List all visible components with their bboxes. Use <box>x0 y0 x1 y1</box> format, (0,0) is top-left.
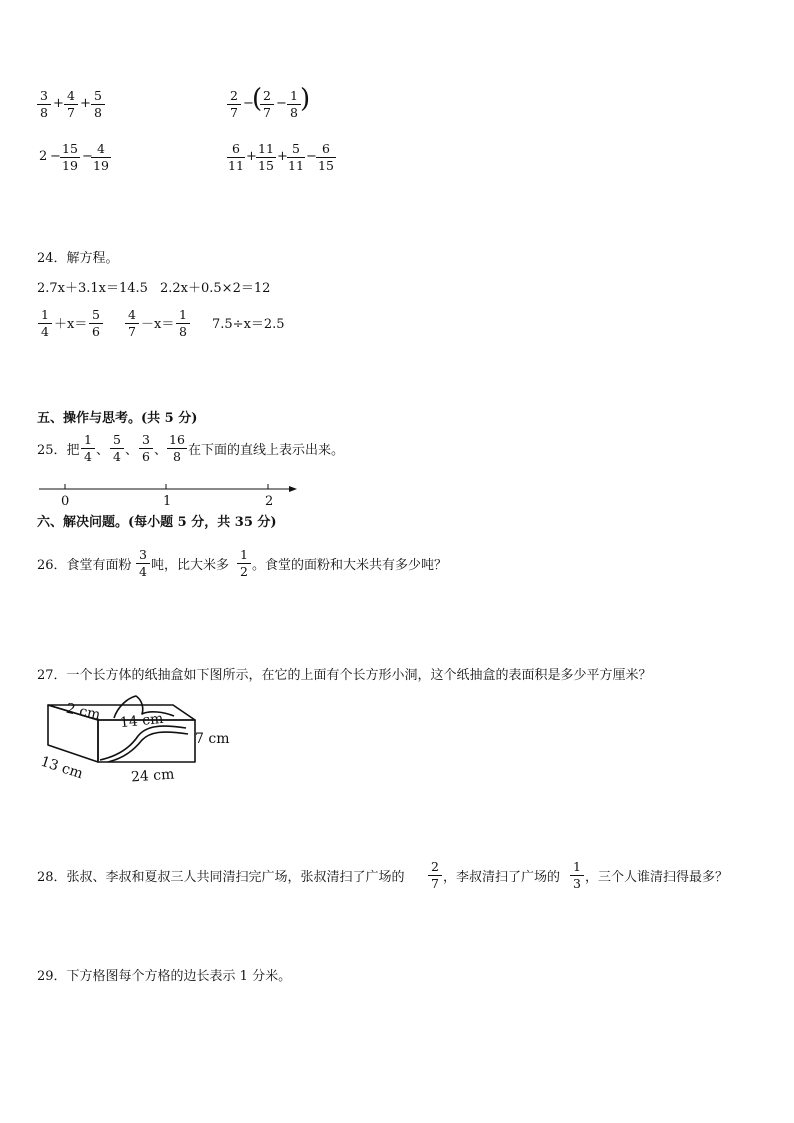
plus-sign: + <box>80 96 91 111</box>
whole-number: 2 <box>39 149 48 164</box>
equation-text: ＋x＝ <box>54 317 88 332</box>
fraction: 6 11 <box>228 141 244 173</box>
fraction: 3 4 <box>136 548 150 579</box>
fraction: 4 19 <box>91 142 111 173</box>
fraction: 5 11 <box>288 141 304 173</box>
fraction: 2 7 <box>428 860 442 891</box>
question-26-suffix: 。食堂的面粉和大米共有多少吨？ <box>252 558 448 573</box>
fraction: 11 15 <box>256 142 276 173</box>
question-27-text: 27．一个长方体的纸抽盒如下图所示，在它的上面有个长方形小洞，这个纸抽盒的表面积是多少平方厘米？ <box>37 668 652 683</box>
dimension-label: 2 cm <box>64 700 102 724</box>
question-26-middle: 吨，比大米多 <box>151 558 230 573</box>
equation-5: 7.5÷x＝2.5 <box>212 317 285 332</box>
minus-sign: − <box>306 149 317 164</box>
fraction: 1 4 <box>81 433 95 464</box>
open-paren: ( <box>252 84 263 114</box>
minus-sign: − <box>276 96 287 111</box>
separator: 、 <box>96 443 110 458</box>
dimension-label: 7 cm <box>195 731 230 747</box>
fraction: 15 19 <box>60 142 80 173</box>
tick-label-1: 1 <box>163 494 172 509</box>
question-29-text: 29．下方格图每个方格的边长表示 1 分米。 <box>37 969 292 984</box>
fraction: 3 8 <box>37 89 51 120</box>
question-28-middle: ，李叔清扫了广场的 <box>443 870 561 885</box>
separator: 、 <box>125 443 139 458</box>
close-paren: ) <box>300 84 311 114</box>
question-26-prefix: 26．食堂有面粉 <box>37 558 132 573</box>
fraction: 2 7 <box>227 89 241 120</box>
fraction: 16 8 <box>167 433 187 464</box>
plus-sign: + <box>277 149 288 164</box>
separator: 、 <box>154 443 168 458</box>
fraction: 2 7 <box>260 89 274 120</box>
dimension-label: 24 cm <box>130 766 175 786</box>
arrow-head-icon <box>289 486 297 492</box>
fraction: 5 8 <box>91 89 105 120</box>
equation-text: －x＝ <box>141 317 175 332</box>
dimension-label: 13 cm <box>38 753 85 783</box>
minus-sign: − <box>243 96 254 111</box>
fraction: 4 7 <box>64 89 78 120</box>
equation-2: 2.2x＋0.5×2＝12 <box>160 281 271 296</box>
minus-sign: − <box>50 149 61 164</box>
fraction: 1 8 <box>287 89 301 120</box>
question-24-title: 24．解方程。 <box>37 251 119 266</box>
fraction: 1 2 <box>237 548 251 579</box>
dimension-label: 14 cm <box>119 710 165 732</box>
question-28-suffix: ，三个人谁清扫得最多？ <box>585 870 729 885</box>
question-28-prefix: 28．张叔、李叔和夏叔三人共同清扫完广场，张叔清扫了广场的 <box>37 870 405 885</box>
minus-sign: − <box>82 149 93 164</box>
section-5-heading: 五、操作与思考。(共 5 分) <box>37 411 198 426</box>
plus-sign: + <box>246 149 257 164</box>
fraction: 3 6 <box>139 433 153 464</box>
equation-1: 2.7x＋3.1x＝14.5 <box>37 281 148 296</box>
section-6-heading: 六、解决问题。(每小题 5 分，共 35 分) <box>37 515 277 530</box>
fraction: 1 8 <box>176 308 190 339</box>
fraction: 4 7 <box>125 308 139 339</box>
fraction: 1 4 <box>38 308 52 339</box>
fraction: 6 15 <box>316 142 336 173</box>
tick-label-2: 2 <box>265 494 274 509</box>
tissue-curve <box>100 726 186 760</box>
fraction: 5 4 <box>110 433 124 464</box>
fraction: 1 3 <box>570 860 584 891</box>
question-25-suffix: 在下面的直线上表示出来。 <box>188 443 345 458</box>
fraction: 5 6 <box>89 308 103 339</box>
tick-label-0: 0 <box>61 494 70 509</box>
plus-sign: + <box>53 96 64 111</box>
question-25-prefix: 25．把 <box>37 443 80 458</box>
